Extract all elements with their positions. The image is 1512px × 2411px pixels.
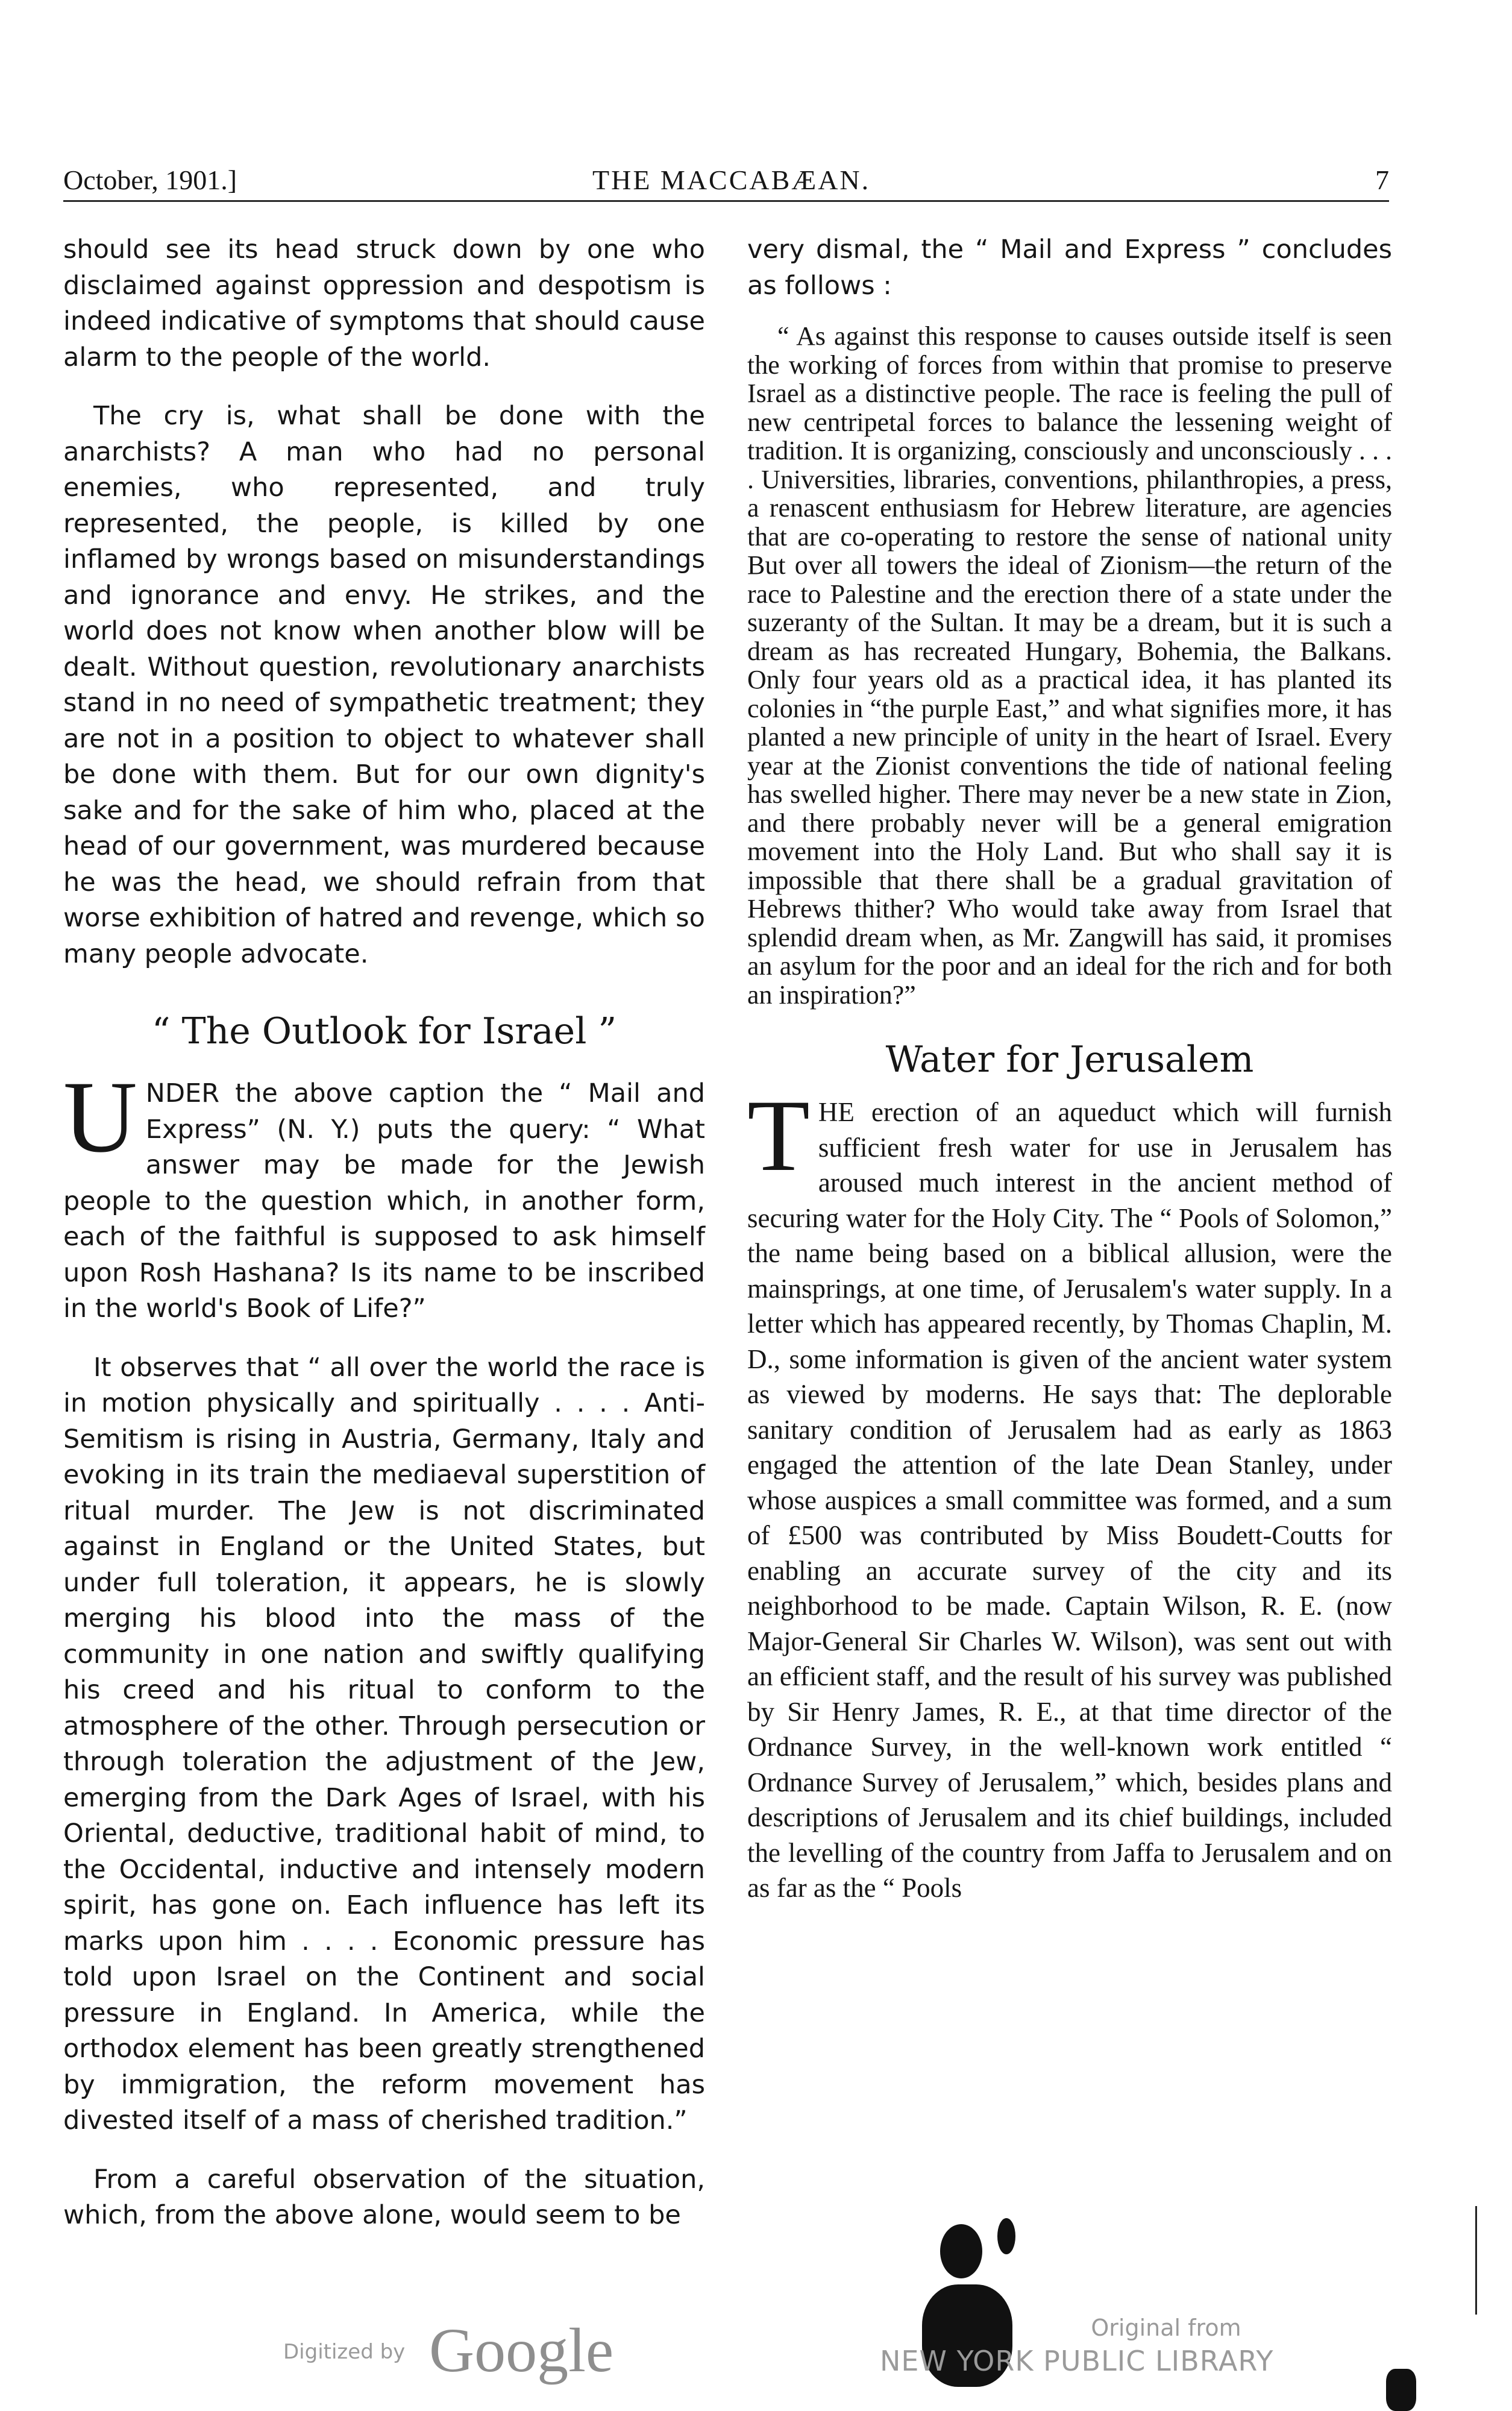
margin-mark	[1475, 2206, 1477, 2315]
page-number: 7	[1375, 165, 1389, 195]
header-rule	[63, 200, 1389, 202]
outlook-intro-paragraph	[63, 1060, 705, 1327]
continuation-paragraph: should see its head struck down by one who disclaimed against oppression and despotism is indeed indicative of symptoms that should cause alarm to the people of the world.	[63, 234, 705, 372]
library-name: NEW YORK PUBLIC LIBRARY	[880, 2345, 1274, 2377]
ink-blot	[997, 2218, 1015, 2254]
continuation-paragraph: very dismal, the “ Mail and Express ” concludes as follows :	[747, 234, 1392, 301]
section-title-water: Water for Jerusalem	[885, 1039, 1254, 1081]
quotation-block	[747, 322, 1392, 1009]
drop-cap: U	[63, 1060, 137, 1174]
water-paragraph	[747, 1079, 1392, 1906]
lead-word: HE	[818, 1097, 855, 1127]
original-from-label: Original from	[1091, 2315, 1241, 2341]
right-column	[747, 232, 1392, 1906]
water-text: erection of an aqueduct which will furnish sufficient fresh water for use in Jerusalem has aroused much interest in the ancient method of securing water for the Holy City. The “ Pools of Solomon,” the name being based on a biblical allusion, were the mainsprings, at one time, of Jerusalem's water supply. In a letter which has appeared recently, by Thomas Chaplin, M. D., some information is given of the ancient water system as viewed by moderns. He says that: The deplorable sanitary condition of Jerusalem had as early as 1863 engaged the attention of the late Dean Stanley, under whose auspices a small committee was formed, and a sum of £500 was contributed by Miss Boudett-Coutts for enabling an accurate survey of the city and its neighborhood to be made. Captain Wilson, R. E. (now Major-General Sir Charles W. Wilson), was sent out with an efficient staff, and the result of his survey was published by Sir Henry James, R. E., at that time director of the Ordnance Survey, in the well-known work entitled “ Ordnance Survey of Jerusalem,” which, besides plans and descriptions of Jerusalem and its chief buildings, included the levelling of the country from Jaffa to Jerusalem and on as far as the “ Pools	[747, 1097, 1392, 1903]
drop-cap: T	[747, 1079, 810, 1192]
observes-paragraph: It observes that “ all over the world the race is in motion physically and spiritually . . . . Anti-Semitism is rising in Austria, Germany, Italy and evoking in its train the mediaeval superstition of ritual murder. The Jew is not discriminated against in England or the United States, but under full toleration, it appears, he is slowly merging his blood into the mass of the community in one nation and swiftly qualifying his creed and his ritual to conform to the atmosphere of the other. Through persecution or through toleration the adjustment of the Jew, emerging from the Dark Ages of Israel, with his Oriental, deductive, traditional habit of mind, to the Occidental, inductive and intensely modern spirit, has gone on. Each influence has left its marks upon him . . . . Economic pressure has told upon Israel on the Continent and social pressure in England. In America, while the orthodox element has been greatly strengthened by immigration, the reform movement has divested itself of a mass of cherished tradition.”	[63, 1352, 705, 2136]
ink-blot	[1386, 2369, 1416, 2411]
section-title-outlook: “ The Outlook for Israel ”	[151, 1010, 617, 1052]
running-head	[63, 164, 1389, 200]
anarchists-paragraph: The cry is, what shall be done with the anarchists? A man who had no personal enemies, who represented, and truly represented, the people, is killed by one inflamed by wrongs based on misunderstandings and ignorance and envy. He strikes, and the world does not know when another blow will be dealt. Without question, revolutionary anarchists stand in no need of sympathetic treatment; they are not in a position to object to whatever shall be done with them. But for our own dignity's sake and for the sake of him who, placed at the head of our government, was murdered because he was the head, we should refrain from that worse exhibition of hatred and revenge, which so many people advocate.	[63, 401, 705, 969]
google-logo: Google	[429, 2316, 614, 2385]
careful-observation-paragraph: From a careful observation of the situation, which, from the above alone, would seem to be	[63, 2164, 705, 2230]
intro-text: the above caption the “ Mail and Express” (N. Y.) puts the query: “ What answer may be made for the Jewish people to the question which, in another form, each of the faithful is supposed to ask himself upon Rosh Hashana? Is its name to be inscribed in the world's Book of Life?”	[63, 1078, 705, 1324]
digitized-by-label: Digitized by	[283, 2340, 406, 2364]
water-article	[747, 1079, 1392, 1906]
left-column	[63, 232, 705, 2234]
lead-word: NDER	[145, 1078, 220, 1108]
quoted-paragraph: “ As against this response to causes outside itself is seen the working of forces from within that promise to preserve Israel as a distinctive people. The race is feeling the pull of new centripetal forces to balance the lessening weight of tradition. It is organizing, consciously and unconsciously . . . . Universities, libraries, conventions, philanthropies, a press, a renascent enthusiasm for Hebrew literature, are agencies that are co-operating to restore the sense of national unity But over all towers the ideal of Zionism—the return of the race to Palestine and the erection there of a state under the suzeranty of the Sultan. It may be a dream, but it is such a dream as has recreated Hungary, Bohemia, the Balkans. Only four years old as a practical idea, it has planted its colonies in “the purple East,” and what signifies more, it has planted a new principle of unity in the heart of Israel. Every year at the Zionist conventions the tide of national feeling has swelled higher. There may never be a new state in Zion, and there probably never will be a general emigration movement into the Holy Land. But who shall say it is impossible that there shall be a gradual gravitation of Hebrews thither? Who would take away from Israel that splendid dream when, as Mr. Zangwill has said, it promises an asylum for the poor and an ideal for the rich and for both an inspiration?”	[747, 321, 1392, 1010]
issue-date: October, 1901.]	[63, 165, 237, 195]
ink-blot	[940, 2224, 982, 2278]
journal-title: THE MACCABÆAN.	[592, 165, 871, 195]
